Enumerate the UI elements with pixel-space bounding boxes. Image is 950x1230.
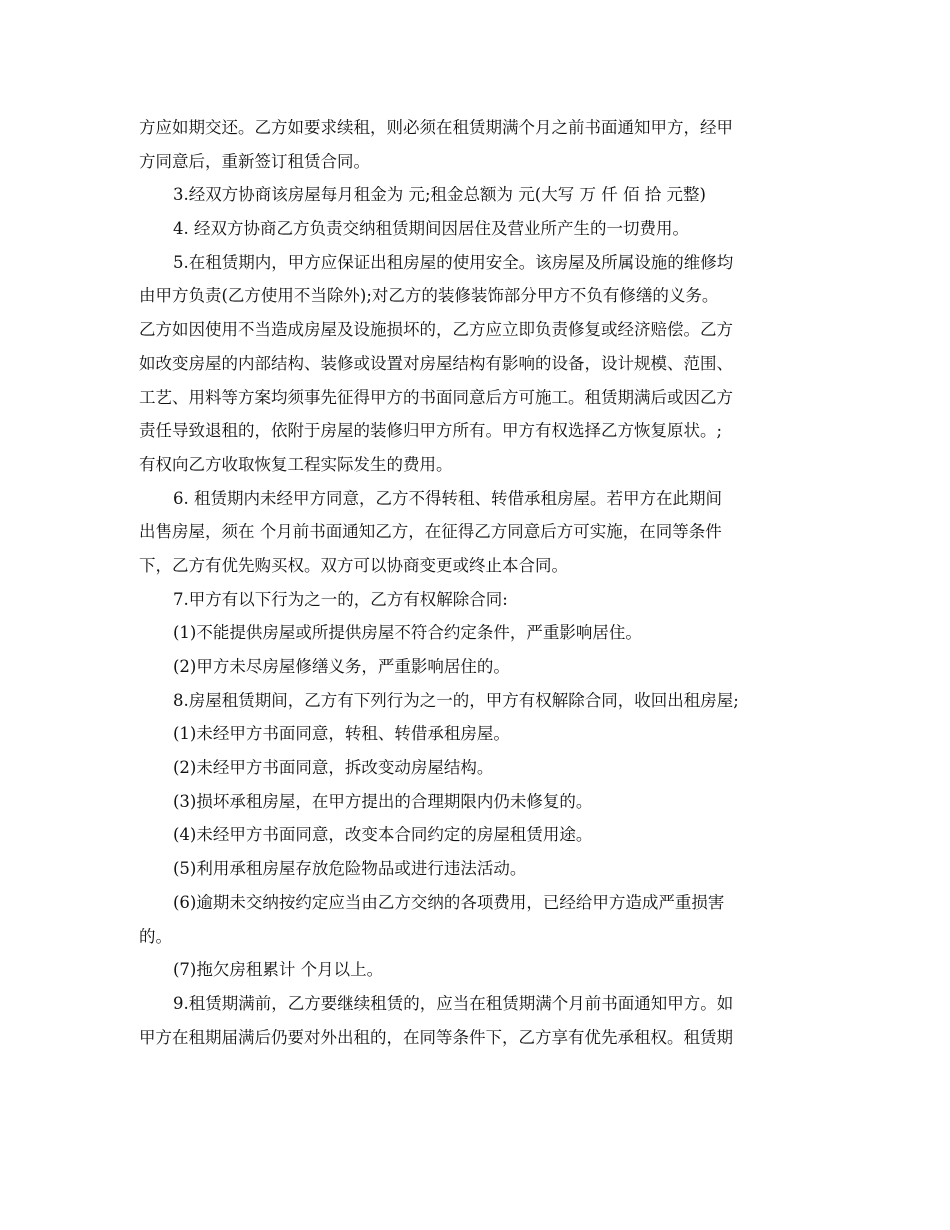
text-line: (6)逾期未交纳按约定应当由乙方交纳的各项费用，已经给甲方造成严重损害 (173, 892, 725, 912)
text-line: 8.房屋租赁期间，乙方有下列行为之一的，甲方有权解除合同，收回出租房屋; (173, 690, 739, 710)
text-line: 6. 租赁期内未经甲方同意，乙方不得转租、转借承租房屋。若甲方在此期间 (173, 488, 722, 508)
text-line: 方应如期交还。乙方如要求续租，则必须在租赁期满个月之前书面通知甲方，经甲 (139, 118, 733, 137)
text-line: 由甲方负责(乙方使用不当除外);对乙方的装修装饰部分甲方不负有修缮的义务。 (139, 286, 719, 306)
text-line: (3)损坏承租房屋，在甲方提出的合理期限内仍未修复的。 (173, 791, 593, 811)
text-line: 甲方在租期届满后仍要对外出租的，在同等条件下，乙方享有优先承租权。租赁期 (139, 1027, 733, 1047)
text-line: 如改变房屋的内部结构、装修或设置对房屋结构有影响的设备，设计规模、范围、 (139, 353, 733, 373)
text-line: (1)不能提供房屋或所提供房屋不符合约定条件，严重影响居住。 (173, 623, 642, 643)
text-line: (2)甲方未尽房屋修缮义务，严重影响居住的。 (173, 657, 510, 676)
text-line: (7)拖欠房租累计 个月以上。 (173, 960, 384, 980)
text-line: 3.经双方协商该房屋每月租金为 元;租金总额为 元(大写 万 仟 佰 拾 元整) (173, 185, 706, 205)
text-line: 7.甲方有以下行为之一的，乙方有权解除合同: (173, 589, 508, 609)
text-line: (1)未经甲方书面同意，转租、转借承租房屋。 (173, 724, 510, 744)
text-line: 出售房屋，须在 个月前书面通知乙方，在征得乙方同意后方可实施，在同等条件 (139, 522, 722, 542)
text-line: (5)利用承租房屋存放危险物品或进行违法活动。 (173, 859, 527, 879)
text-line: 的。 (139, 926, 172, 946)
text-line: 工艺、用料等方案均须事先征得甲方的书面同意后方可施工。租赁期满后或因乙方 (139, 387, 733, 407)
text-line: 有权向乙方收取恢复工程实际发生的费用。 (139, 454, 453, 474)
text-line: 5.在租赁期内，甲方应保证出租房屋的使用安全。该房屋及所属设施的维修均 (173, 252, 734, 272)
text-line: (4)未经甲方书面同意，改变本合同约定的房屋租赁用途。 (173, 825, 593, 845)
text-line: 9.租赁期满前，乙方要继续租赁的，应当在租赁期满个月前书面通知甲方。如 (173, 993, 734, 1013)
text-line: 下，乙方有优先购买权。双方可以协商变更或终止本合同。 (139, 555, 568, 575)
text-line: 方同意后，重新签订租赁合同。 (139, 151, 370, 171)
text-line: (2)未经甲方书面同意，拆改变动房屋结构。 (173, 758, 494, 778)
text-line: 乙方如因使用不当造成房屋及设施损坏的，乙方应立即负责修复或经济赔偿。乙方 (139, 320, 733, 340)
text-line: 4. 经双方协商乙方负责交纳租赁期间因居住及营业所产生的一切费用。 (173, 219, 689, 239)
text-line: 责任导致退租的，依附于房屋的装修归甲方所有。甲方有权选择乙方恢复原状。; (139, 421, 723, 441)
document-body (139, 111, 815, 1054)
